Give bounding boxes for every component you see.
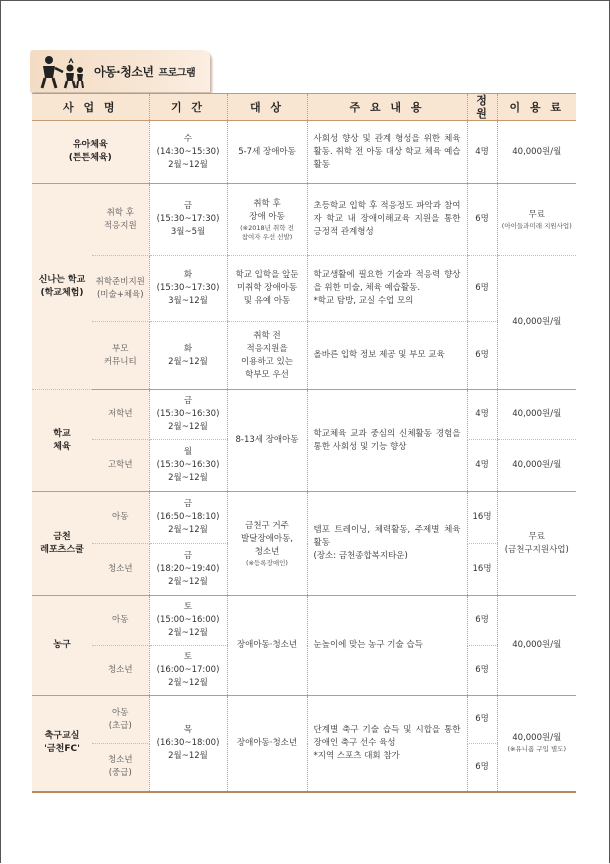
page-title (94, 63, 195, 80)
group-name: 축구교실 '금천FC' (32, 696, 92, 792)
capacity-cell: 6명 (467, 596, 497, 646)
col-header-capacity: 정 원 (467, 94, 497, 121)
group-name: 신나는 학교 (학교체험) (32, 184, 92, 390)
sub-program: 취학 후 적응지원 (92, 184, 149, 256)
section-title (30, 50, 212, 94)
group-name: 금천 레포츠스쿨 (32, 492, 92, 596)
capacity-cell: 6명 (467, 322, 497, 390)
capacity-cell: 6명 (467, 184, 497, 256)
capacity-cell: 4명 (467, 121, 497, 184)
content-cell: 올바른 입학 정보 제공 및 부모 교육 (307, 322, 467, 390)
fee-cell: 40,000원/월 (497, 596, 576, 696)
sub-program: 고학년 (92, 440, 149, 492)
capacity-cell: 16명 (467, 492, 497, 544)
period-cell: 수 (14:30~15:30) 2월~12월 (149, 121, 227, 184)
capacity-cell: 16명 (467, 544, 497, 596)
col-header-fee: 이 용 료 (497, 94, 576, 121)
period-cell: 토 (16:00~17:00) 2월~12월 (149, 646, 227, 696)
content-cell: 학교체육 교과 중심의 신체활동 경험을 통한 사회성 및 기능 향상 (307, 390, 467, 492)
fee-text: 40,000원/월 (512, 733, 562, 744)
period-cell: 목 (16:30~18:00) 2월~12월 (149, 696, 227, 792)
sub-program: 청소년 (92, 544, 149, 596)
col-header-period: 기 간 (149, 94, 227, 121)
target-cell (227, 184, 307, 256)
table-row (32, 492, 576, 544)
sub-program: 아동 (92, 596, 149, 646)
period-cell: 토 (15:00~16:00) 2월~12월 (149, 596, 227, 646)
target-cell: 8-13세 장애아동 (227, 390, 307, 492)
fee-cell: 40,000원/월 (497, 390, 576, 440)
fee-cell (497, 492, 576, 596)
content-cell: 학교생활에 필요한 기술과 적응력 향상을 위한 미술, 체육 예습활동. *학교 탐방, 교실 수업 모의 (307, 256, 467, 322)
sub-program: 청소년 (92, 646, 149, 696)
sub-program: 청소년 (중급) (92, 744, 149, 792)
table-row (32, 256, 576, 322)
capacity-cell: 6명 (467, 256, 497, 322)
period-cell: 금 (16:50~18:10) 2월~12월 (149, 492, 227, 544)
col-header-content: 주 요 내 용 (307, 94, 467, 121)
group-name: 학교 체육 (32, 390, 92, 492)
content-cell: 초등학교 입학 후 적응정도 파악과 참여자 학교 내 장애이해교육 지원을 통한 긍정적 관계형성 (307, 184, 467, 256)
title-subtext: 프로그램 (158, 68, 196, 79)
target-cell: 5-7세 장애아동 (227, 121, 307, 184)
fee-text: 무료 (528, 209, 545, 220)
content-cell: 사회성 향상 및 관계 형성을 위한 체육활동. 취학 전 아동 대상 학교 체육 예습 활동 (307, 121, 467, 184)
fee-cell: 40,000원/월 (497, 256, 576, 390)
period-cell: 화 2월~12월 (149, 322, 227, 390)
capacity-cell: 4명 (467, 390, 497, 440)
period-cell: 금 (15:30~17:30) 3월~5월 (149, 184, 227, 256)
fee-cell: 40,000원/월 (497, 440, 576, 492)
sub-program: 저학년 (92, 390, 149, 440)
target-cell: 취학 전 적응지원을 이용하고 있는 학부모 우선 (227, 322, 307, 390)
target-cell (227, 492, 307, 596)
content-cell: 단계별 축구 기술 습득 및 시합을 통한 장애인 축구 선수 육성 *지역 스포츠 대회 참가 (307, 696, 467, 792)
table-row (32, 390, 576, 440)
fee-text: 무료 (528, 531, 545, 542)
target-cell: 학교 입학을 앞둔 미취학 장애아동 및 유예 아동 (227, 256, 307, 322)
sub-program: 부모 커뮤니티 (92, 322, 149, 390)
fee-note: (※유니폼 구입 별도) (507, 745, 567, 754)
sub-program: 취학준비지원 (미술+체육) (92, 256, 149, 322)
capacity-cell: 6명 (467, 744, 497, 792)
col-header-target: 대 상 (227, 94, 307, 121)
table-row (32, 696, 576, 744)
target-text: 금천구 거주 발달장애아동, 청소년 (241, 520, 293, 557)
col-header-program: 사 업 명 (32, 94, 149, 121)
period-cell: 금 (15:30~16:30) 2월~12월 (149, 390, 227, 440)
group-name: 유아체육 (튼튼체육) (32, 121, 149, 184)
target-cell: 장애아동·청소년 (227, 696, 307, 792)
content-cell: 템포 트레이닝, 체력활동, 주제별 체육활동 (장소: 금천종합복지타운) (307, 492, 467, 596)
capacity-cell: 6명 (467, 696, 497, 744)
program-table (32, 93, 576, 793)
fee-note: (아이들과미래 지원사업) (501, 221, 572, 230)
table-row (32, 322, 576, 390)
capacity-cell: 4명 (467, 440, 497, 492)
fee-note: (금천구지원사업) (504, 544, 569, 555)
header-row (32, 94, 576, 121)
capacity-cell: 6명 (467, 646, 497, 696)
table-row (32, 184, 576, 256)
group-name: 농구 (32, 596, 92, 696)
fee-cell (497, 184, 576, 256)
target-note: (※2018년 취학 전 참여자 우선 선발) (240, 223, 294, 241)
target-cell: 장애아동·청소년 (227, 596, 307, 696)
title-text: 아동·청소년 (94, 65, 154, 79)
fee-cell: 40,000원/월 (497, 121, 576, 184)
sub-program: 아동 (초급) (92, 696, 149, 744)
period-cell: 화 (15:30~17:30) 3월~12월 (149, 256, 227, 322)
people-exercise-icon (36, 54, 88, 90)
table-row (32, 596, 576, 646)
sub-program: 아동 (92, 492, 149, 544)
fee-cell (497, 696, 576, 792)
table-row (32, 121, 576, 184)
period-cell: 금 (18:20~19:40) 2월~12월 (149, 544, 227, 596)
target-text: 취학 후 장애 아동 (249, 198, 285, 222)
content-cell: 눈높이에 맞는 농구 기술 습득 (307, 596, 467, 696)
target-note: (※등록장애인) (246, 558, 288, 567)
period-cell: 월 (15:30~16:30) 2월~12월 (149, 440, 227, 492)
